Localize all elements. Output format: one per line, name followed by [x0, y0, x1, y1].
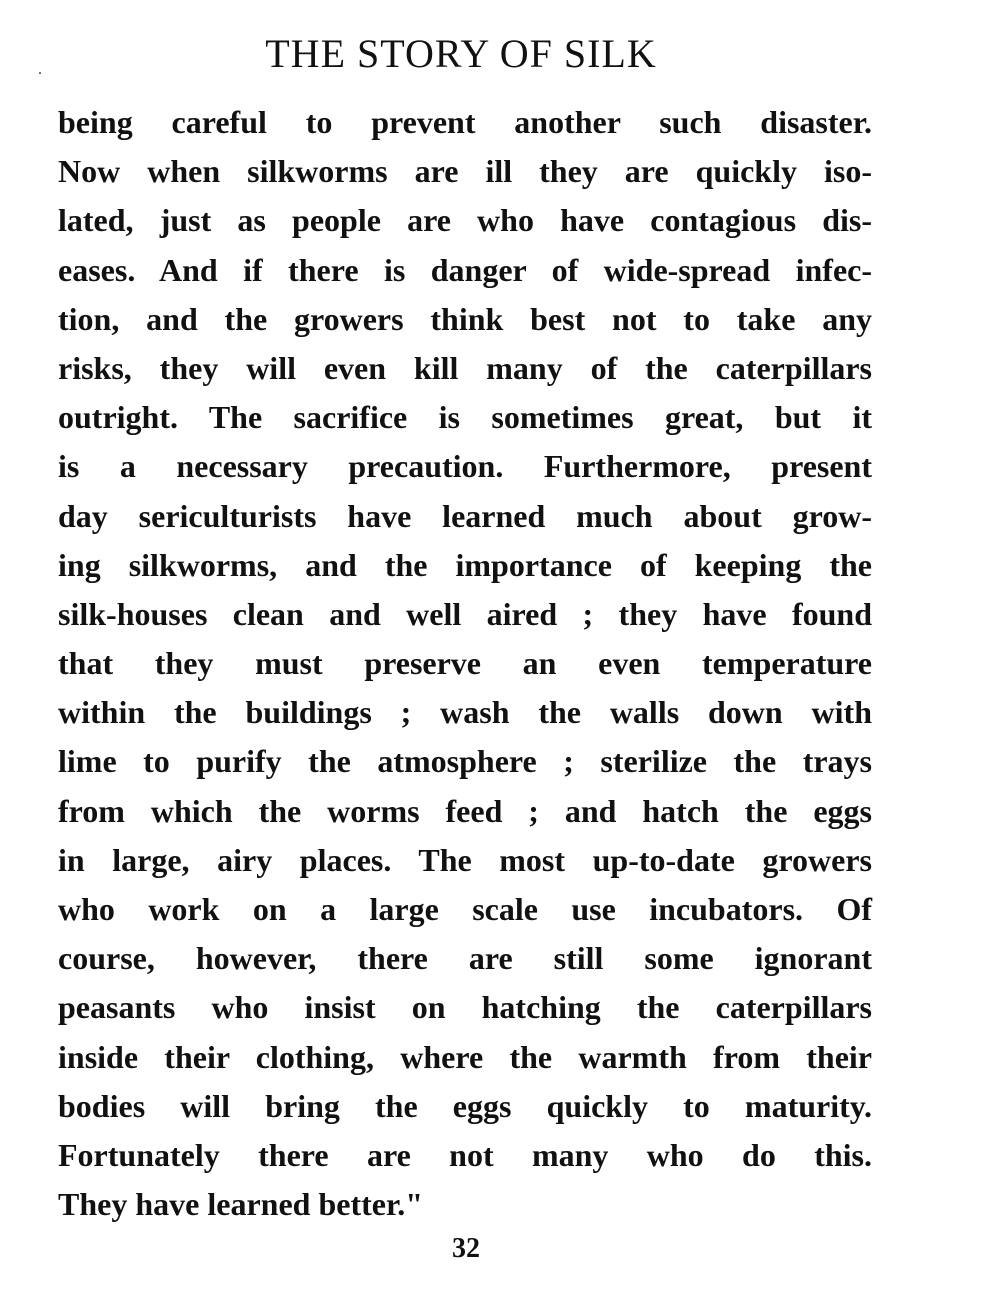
- text-line: Now when silkworms are ill they are quickly iso-: [58, 153, 872, 190]
- text-line: lime to purify the atmosphere ; sterilize the trays: [58, 743, 872, 780]
- text-line: eases. And if there is danger of wide-spread infec-: [58, 251, 872, 288]
- text-line: being careful to prevent another such disaster.: [58, 104, 872, 140]
- text-line: is a necessary precaution. Furthermore, present: [58, 448, 872, 485]
- text-line: risks, they will even kill many of the caterpillars: [58, 349, 872, 386]
- text-line: ing silkworms, and the importance of keeping the: [58, 546, 872, 583]
- page-number: 32: [452, 1233, 480, 1264]
- text-line: day sericulturists have learned much about grow-: [58, 497, 872, 534]
- text-line: bodies will bring the eggs quickly to maturity.: [58, 1087, 872, 1124]
- text-line: course, however, there are still some ignorant: [58, 940, 872, 977]
- margin-speck: .: [38, 61, 42, 78]
- text-line: from which the worms feed ; and hatch the eggs: [58, 792, 872, 829]
- text-line: inside their clothing, where the warmth from their: [58, 1038, 872, 1075]
- text-line: silk-houses clean and well aired ; they have found: [58, 595, 872, 632]
- text-line: lated, just as people are who have contagious dis-: [58, 202, 872, 239]
- text-line: outright. The sacrifice is sometimes great, but it: [58, 399, 872, 436]
- text-line: tion, and the growers think best not to take any: [58, 300, 872, 337]
- text-line: that they must preserve an even temperature: [58, 645, 872, 682]
- text-line: within the buildings ; wash the walls down with: [58, 694, 872, 731]
- page-title: THE STORY OF SILK: [265, 31, 657, 76]
- text-line: Fortunately there are not many who do this.: [58, 1136, 872, 1173]
- body-text: [58, 98, 872, 1229]
- text-line: peasants who insist on hatching the caterpillars: [58, 989, 872, 1026]
- text-line: They have learned better.": [58, 1186, 423, 1223]
- text-line: in large, airy places. The most up-to-date growers: [58, 841, 872, 878]
- text-line: who work on a large scale use incubators. Of: [58, 891, 872, 927]
